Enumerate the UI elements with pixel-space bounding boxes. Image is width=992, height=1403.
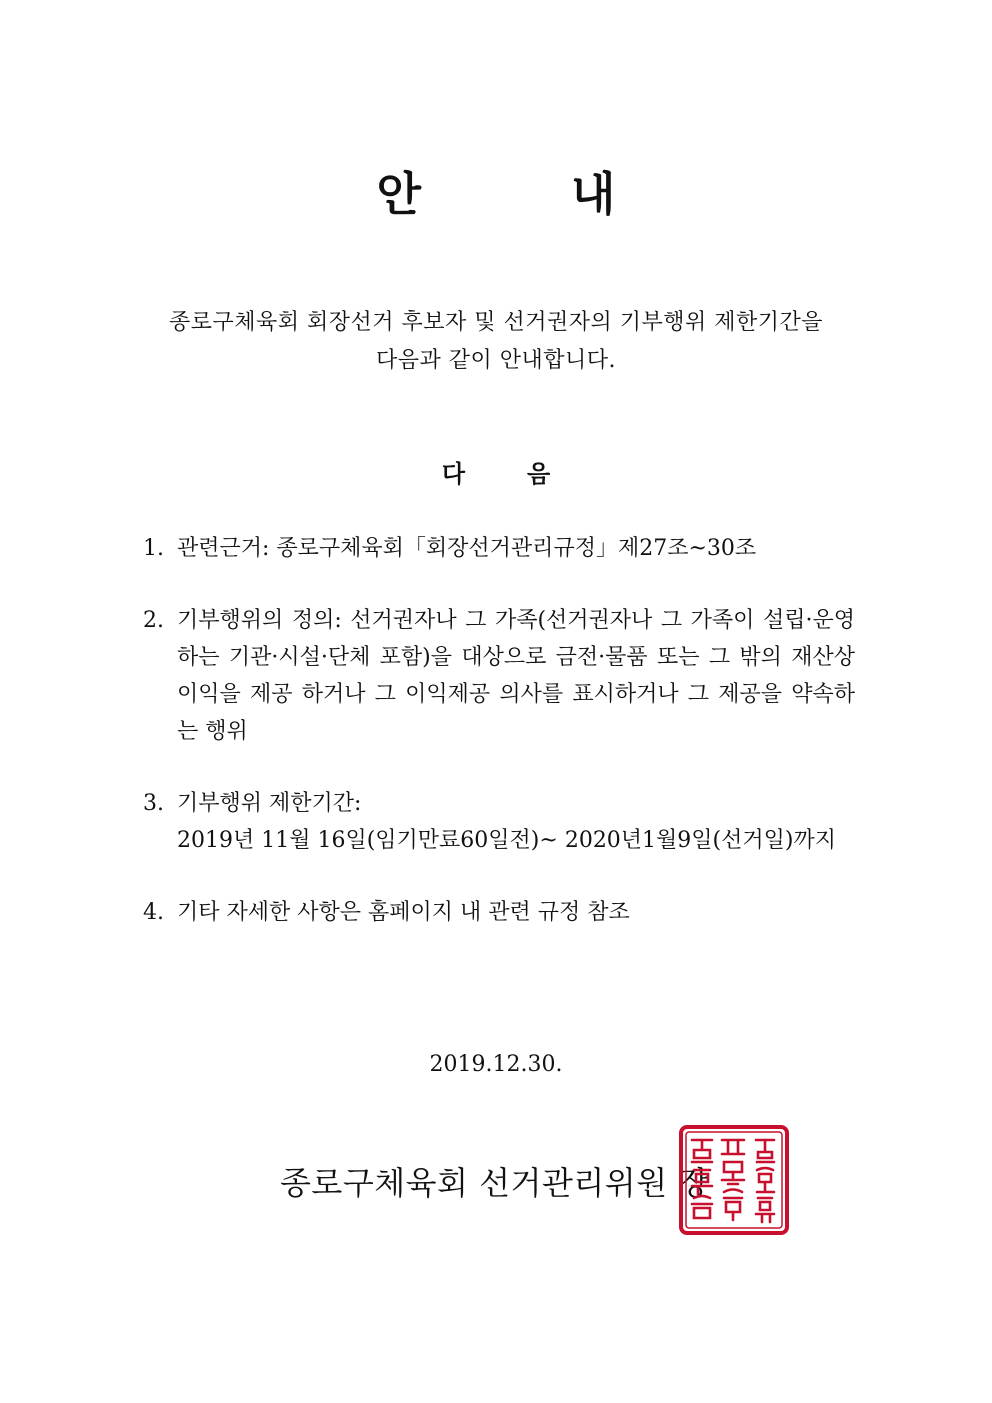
- item-text-continued: 2019년 11월 16일(임기만료60일전)~ 2020년1월9일(선거일)까지: [177, 828, 836, 853]
- seal-glyphs: [692, 1140, 774, 1222]
- intro-line: 다음과 같이 안내합니다.: [375, 348, 616, 373]
- section-heading: [0, 454, 992, 489]
- heading-char-right: 음: [527, 460, 551, 488]
- list-item: [143, 602, 855, 750]
- list-item: [143, 530, 855, 567]
- item-number: 3.: [143, 791, 164, 816]
- official-seal-icon: [678, 1124, 790, 1236]
- item-number: 4.: [143, 900, 164, 925]
- list-item: [143, 785, 855, 859]
- item-text: 기타 자세한 사항은 홈페이지 내 관련 규정 참조: [177, 900, 630, 925]
- intro-paragraph: [90, 304, 902, 380]
- title-char-left: 안: [376, 167, 421, 221]
- item-number: 1.: [143, 536, 164, 561]
- title-char-right: 내: [571, 167, 616, 221]
- item-text: 기부행위 제한기간:: [177, 791, 362, 816]
- item-text: 관련근거: 종로구체육회「회장선거관리규정」제27조~30조: [177, 536, 757, 561]
- heading-char-left: 다: [441, 460, 465, 488]
- notice-items: [143, 530, 855, 931]
- intro-line: 종로구체육회 회장선거 후보자 및 선거권자의 기부행위 제한기간을: [168, 310, 824, 335]
- issue-date: 2019.12.30.: [429, 1052, 563, 1077]
- item-number: 2.: [143, 608, 164, 633]
- page-title: [0, 158, 992, 224]
- signer-name: 종로구체육회 선거관리위원 장: [280, 1164, 710, 1202]
- list-item: [143, 894, 855, 931]
- item-text: 기부행위의 정의: 선거권자나 그 가족(선거권자나 그 가족이 설립·운영하는 기관·시설·단체 포함)을 대상으로 금전·물품 또는 그 밖의 재산상 이익을 제공 하거나 그 이익제공 의사를 표시하거나 그 제공을 약속하는 행위: [177, 608, 855, 744]
